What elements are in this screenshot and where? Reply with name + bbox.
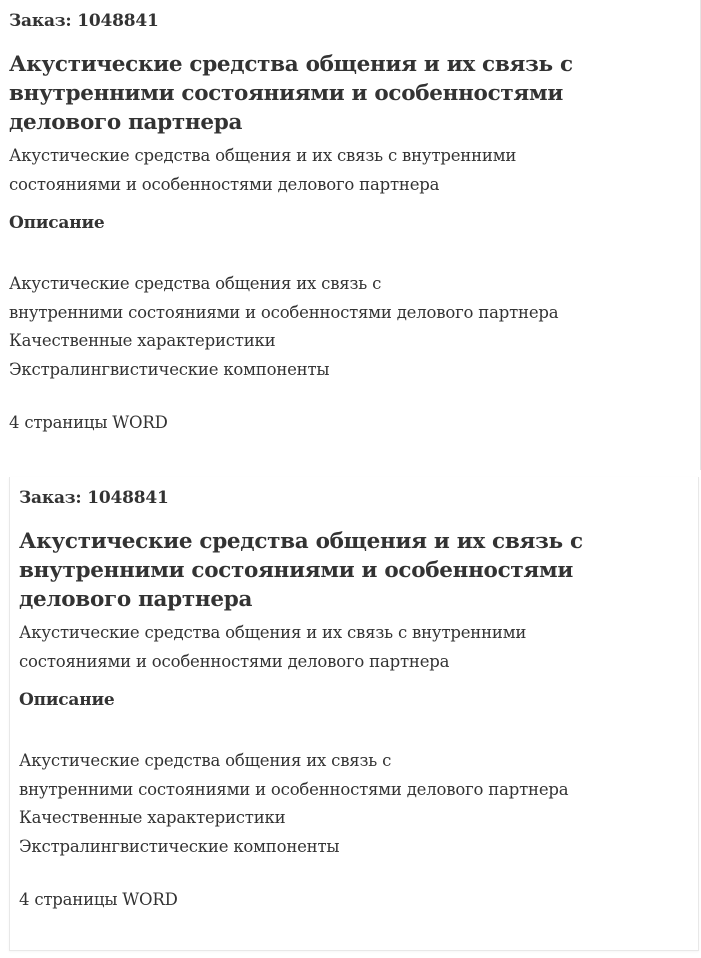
order-subtitle bbox=[9, 141, 694, 199]
order-subtitle bbox=[19, 618, 692, 676]
description-body bbox=[19, 747, 692, 861]
order-title bbox=[19, 527, 692, 614]
page-count: 4 страницы WORD bbox=[19, 890, 178, 909]
description-body bbox=[9, 270, 694, 384]
order-number: Заказ: 1048841 bbox=[19, 488, 169, 508]
page-count: 4 страницы WORD bbox=[9, 413, 168, 432]
order-card-content bbox=[19, 477, 692, 911]
description-line: внутренними состояниями и особенностями делового партнера bbox=[9, 302, 559, 322]
order-title-line: внутренними состояниями и особенностями bbox=[19, 558, 573, 583]
order-card-1 bbox=[0, 0, 701, 470]
order-card-2 bbox=[9, 477, 699, 951]
order-title-line: Акустические средства общения и их связь с bbox=[9, 52, 573, 77]
description-line: Экстралингвистические компоненты bbox=[19, 836, 340, 856]
description-line: внутренними состояниями и особенностями делового партнера bbox=[19, 779, 569, 799]
description-line: Экстралингвистические компоненты bbox=[9, 359, 330, 379]
order-title-line: делового партнера bbox=[9, 110, 243, 135]
order-title-line: делового партнера bbox=[19, 587, 253, 612]
description-line: Акустические средства общения их связь с bbox=[9, 274, 382, 293]
order-title bbox=[9, 50, 694, 137]
order-subtitle-line: состояниями и особенностями делового партнера bbox=[19, 652, 450, 671]
order-subtitle-line: Акустические средства общения и их связь с внутренними bbox=[19, 623, 527, 642]
order-subtitle-line: Акустические средства общения и их связь с внутренними bbox=[9, 146, 517, 165]
order-title-line: внутренними состояниями и особенностями bbox=[9, 81, 563, 106]
order-subtitle-line: состояниями и особенностями делового партнера bbox=[9, 175, 440, 194]
order-number: Заказ: 1048841 bbox=[9, 11, 159, 31]
order-title-line: Акустические средства общения и их связь с bbox=[19, 529, 583, 554]
description-heading: Описание bbox=[19, 690, 115, 710]
order-card-content bbox=[9, 0, 694, 434]
description-line: Качественные характеристики bbox=[9, 331, 276, 350]
description-heading: Описание bbox=[9, 213, 105, 233]
description-line: Акустические средства общения их связь с bbox=[19, 751, 392, 770]
description-line: Качественные характеристики bbox=[19, 808, 286, 827]
